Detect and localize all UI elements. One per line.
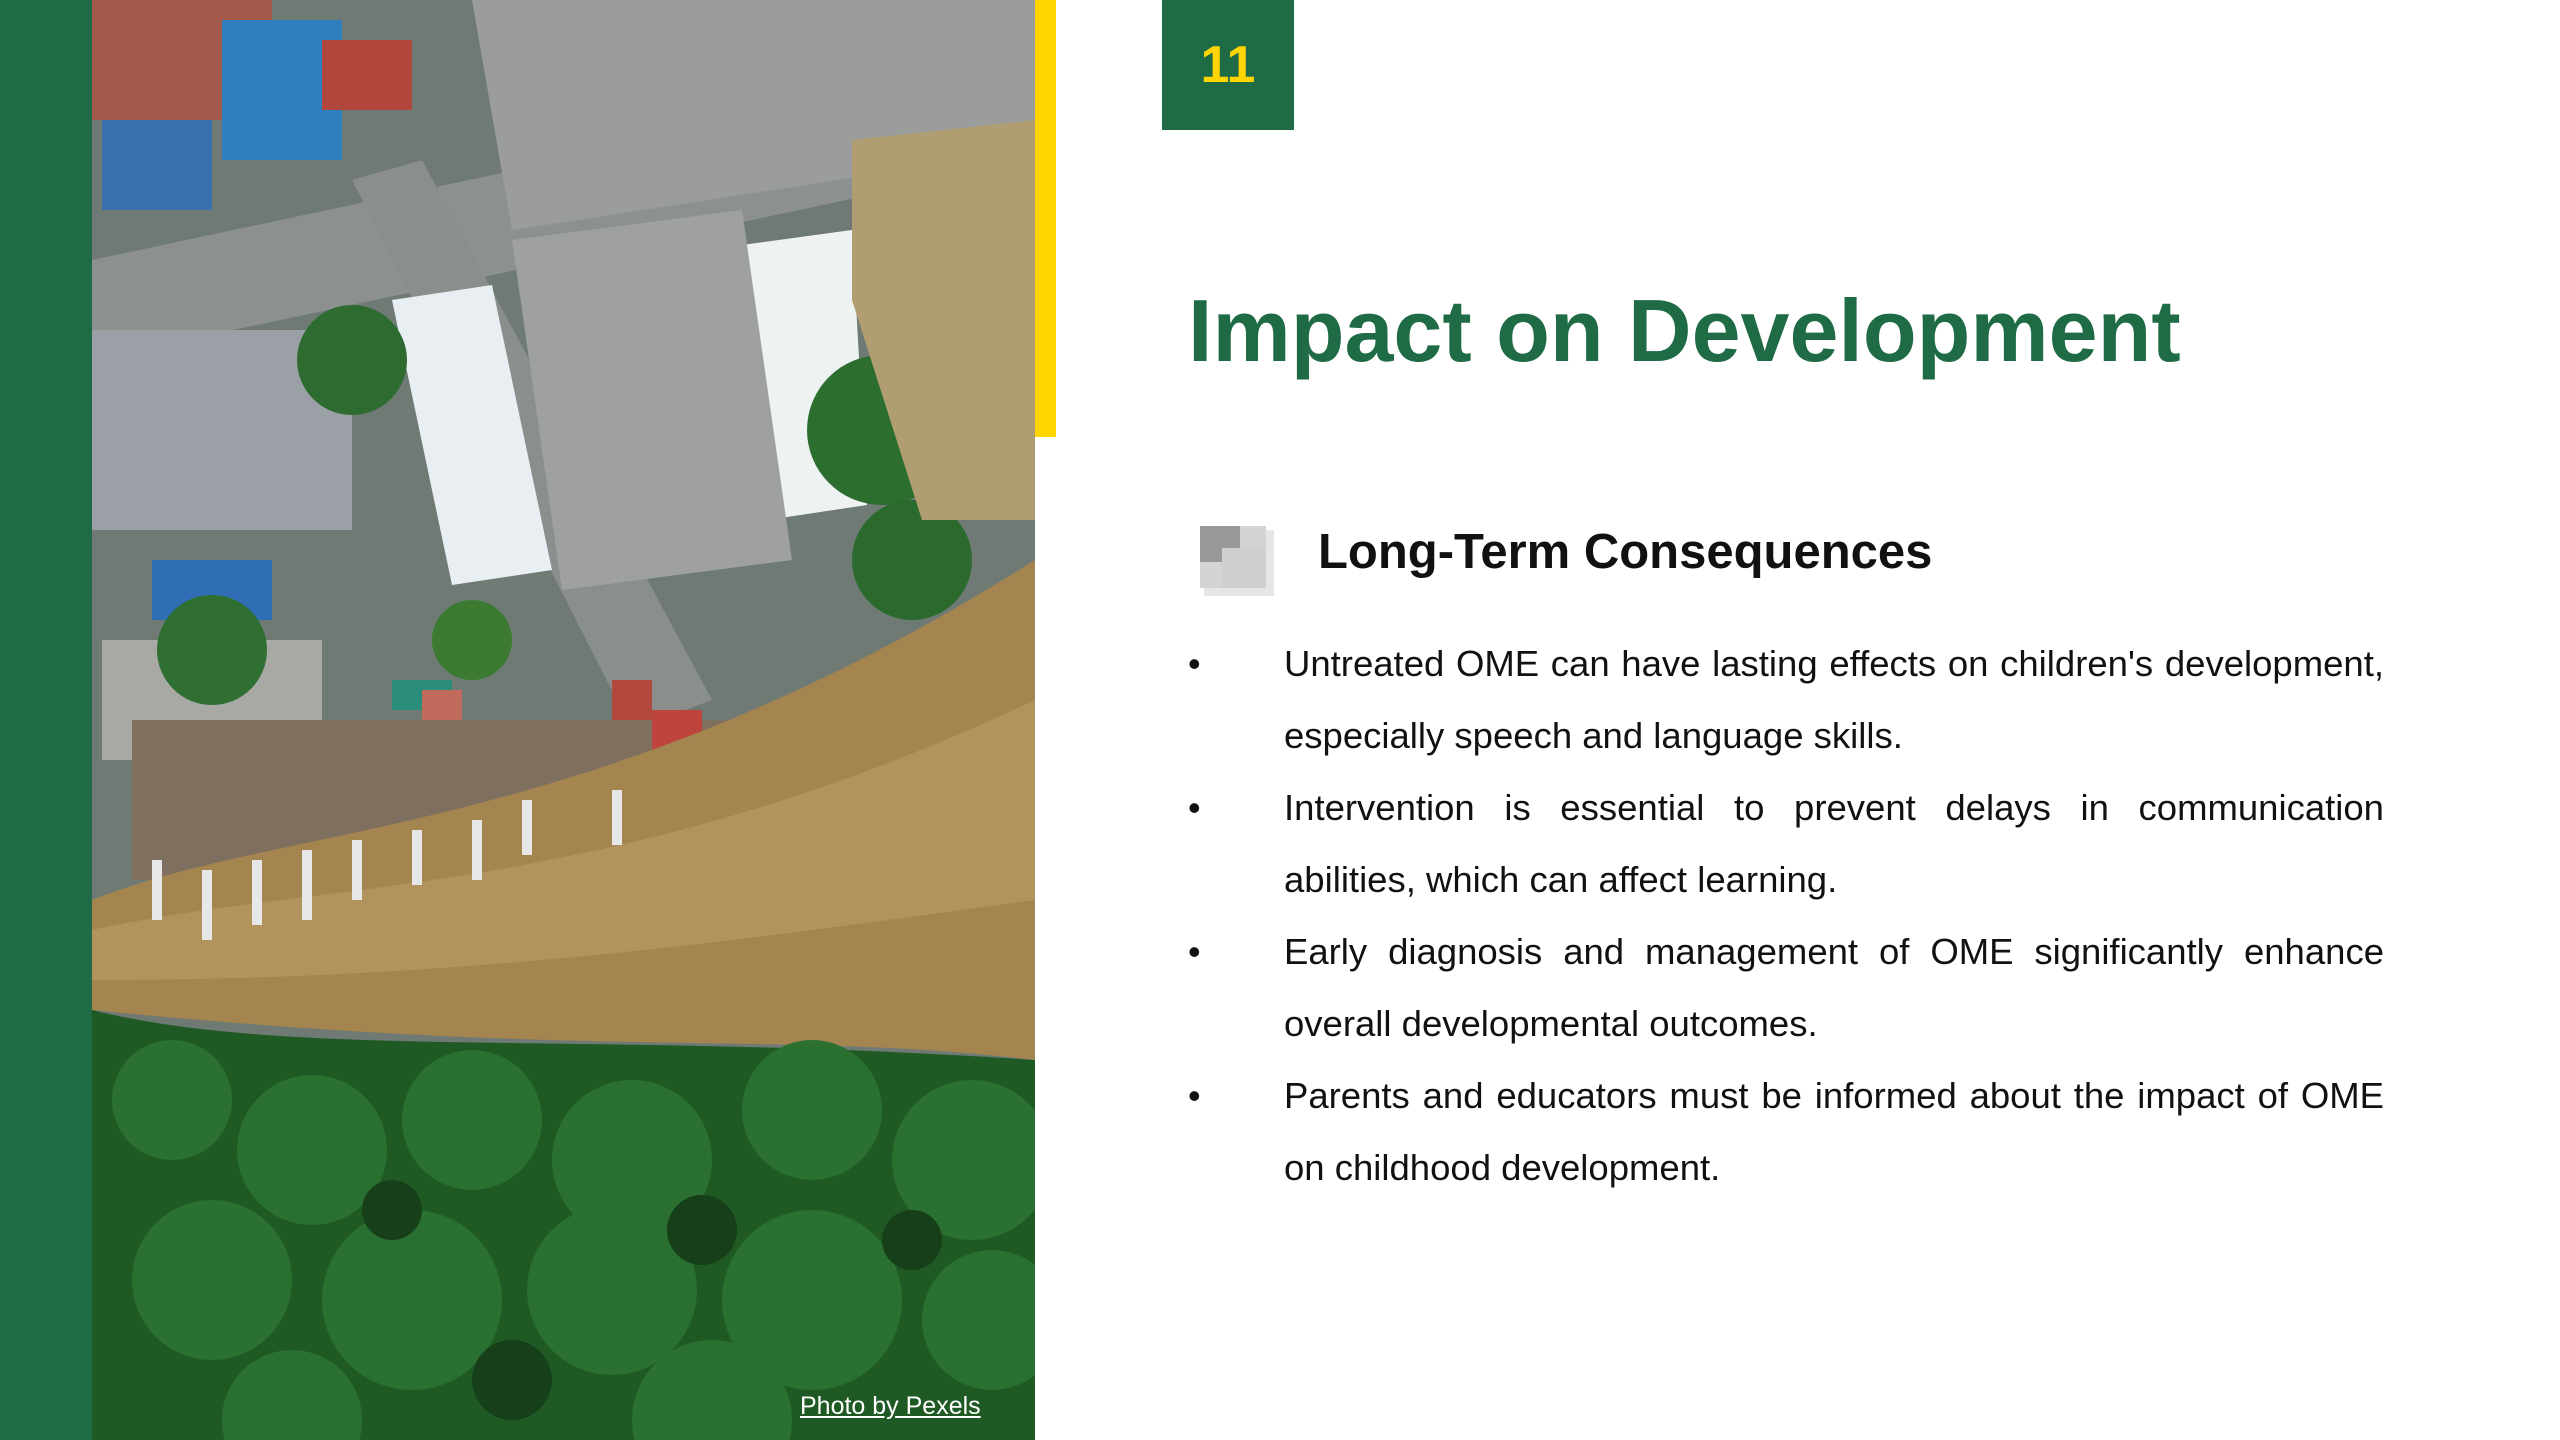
bullet-list — [1188, 628, 2384, 1204]
slide-number-badge — [1162, 0, 1294, 130]
section-icon — [1196, 520, 1280, 600]
left-green-band — [0, 0, 92, 1440]
bullet-item — [1188, 628, 2384, 772]
bullet-item — [1188, 916, 2384, 1060]
bullet-dot-icon: • — [1188, 931, 1201, 972]
bullet-text: Intervention is essential to prevent delays in communication abilities, which can affect learning. — [1284, 787, 2384, 900]
bullet-dot-icon: • — [1188, 1075, 1201, 1116]
aerial-photo-graphic — [92, 0, 1035, 1440]
bullet-dot-icon: • — [1188, 787, 1201, 828]
bullet-text: Early diagnosis and management of OME significantly enhance overall developmental outcomes. — [1284, 931, 2384, 1044]
slide-title: Impact on Development — [1188, 281, 2181, 380]
photo-credit-link[interactable]: Photo by Pexels — [800, 1392, 981, 1420]
bullet-text: Parents and educators must be informed about the impact of OME on childhood development. — [1284, 1075, 2384, 1188]
yellow-accent-bar — [1035, 0, 1056, 437]
bullet-item — [1188, 772, 2384, 916]
slide-number: 11 — [1200, 36, 1256, 94]
aerial-photo — [92, 0, 1035, 1440]
bullet-dot-icon: • — [1188, 643, 1201, 684]
section-heading: Long-Term Consequences — [1318, 525, 1933, 579]
bullet-item — [1188, 1060, 2384, 1204]
bullet-text: Untreated OME can have lasting effects on children's development, especially speech and language skills. — [1284, 643, 2384, 756]
